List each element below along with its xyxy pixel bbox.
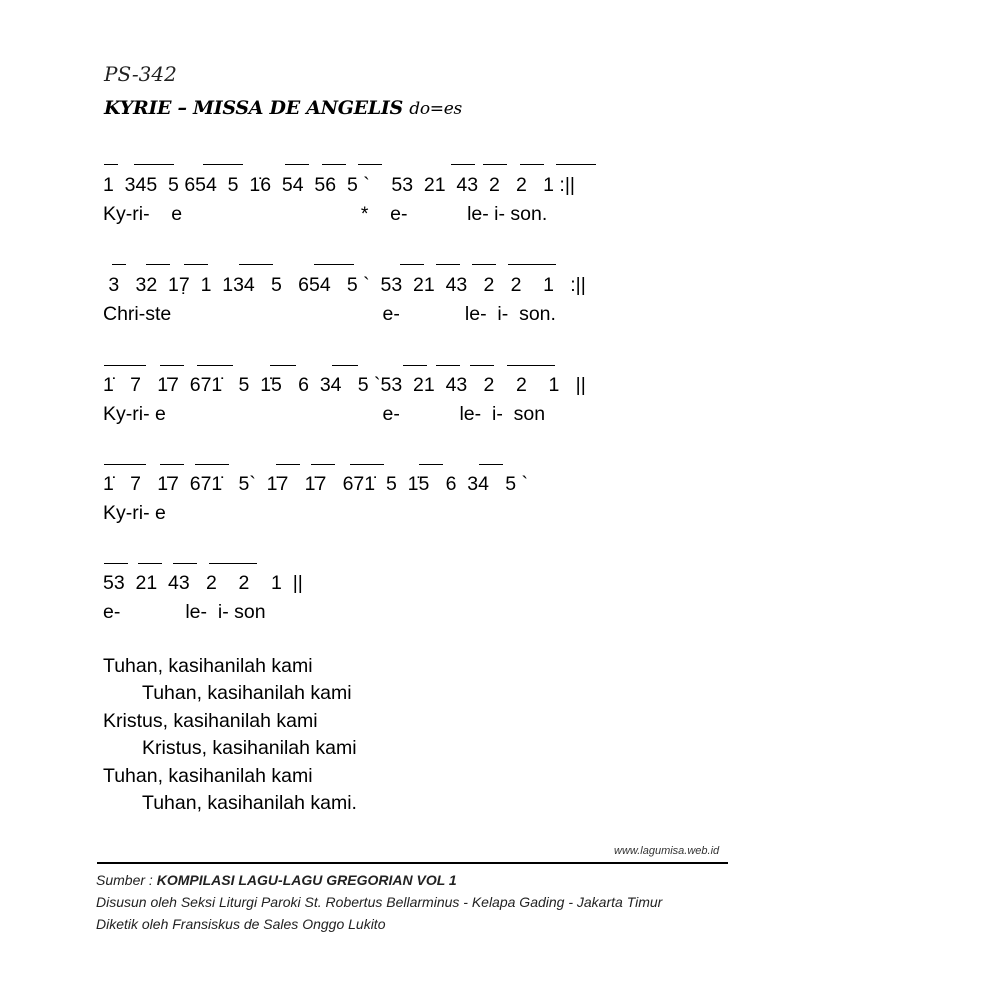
overline-mark xyxy=(173,563,197,564)
overline-mark xyxy=(350,464,384,465)
notation-line-5: 53 21 43 2 2 1 || xyxy=(103,572,303,594)
overline-mark xyxy=(184,264,208,265)
overline-mark xyxy=(270,365,296,366)
overline-mark xyxy=(239,264,273,265)
overline-mark xyxy=(104,164,118,165)
source-title: KOMPILASI LAGU-LAGU GREGORIAN VOL 1 xyxy=(156,872,457,888)
overline-mark xyxy=(322,164,346,165)
source-line xyxy=(96,872,457,888)
overline-mark xyxy=(146,264,170,265)
source-prefix: Sumber : xyxy=(96,872,157,888)
notation-line-3: 1̇ 7 1̇7 671̇ 5 1̇5 6 34 5 `53 21 43 2 2 1 || xyxy=(103,374,586,396)
overline-mark xyxy=(203,164,243,165)
overline-mark xyxy=(508,264,556,265)
overline-mark xyxy=(195,464,229,465)
lyrics-line-1: Ky-ri- e * e- le- i- son. xyxy=(103,203,548,225)
lyrics-line-2: Chri-ste e- le- i- son. xyxy=(103,303,556,325)
verse-line: Tuhan, kasihanilah kami xyxy=(142,682,352,704)
website-label: www.lagumisa.web.id xyxy=(614,845,720,857)
notation-line-2: 3 32 17̣ 1 134 5 654 5 ` 53 21 43 2 2 1 :|| xyxy=(103,274,586,296)
overline-mark xyxy=(197,365,233,366)
overline-mark xyxy=(311,464,335,465)
typed-by: Diketik oleh Fransiskus de Sales Onggo Lukito xyxy=(96,916,386,932)
overline-mark xyxy=(104,563,128,564)
overline-mark xyxy=(403,365,427,366)
overline-mark xyxy=(134,164,174,165)
overline-mark xyxy=(520,164,544,165)
verse-line: Kristus, kasihanilah kami xyxy=(142,737,357,759)
verse-line: Kristus, kasihanilah kami xyxy=(103,710,318,732)
overline-mark xyxy=(451,164,475,165)
overline-mark xyxy=(436,365,460,366)
overline-mark xyxy=(160,464,184,465)
overline-mark xyxy=(472,264,496,265)
overline-mark xyxy=(358,164,382,165)
overline-mark xyxy=(285,164,309,165)
overline-mark xyxy=(314,264,354,265)
overline-mark xyxy=(556,164,596,165)
song-title-text: KYRIE – MISSA DE ANGELIS xyxy=(104,97,403,119)
lyrics-line-4: Ky-ri- e xyxy=(103,502,166,524)
overline-mark xyxy=(332,365,358,366)
song-title xyxy=(104,97,462,119)
song-code: PS-342 xyxy=(104,62,177,86)
compiled-by: Disusun oleh Seksi Liturgi Paroki St. Robertus Bellarminus - Kelapa Gading - Jakarta Timur xyxy=(96,894,663,910)
verse-line: Tuhan, kasihanilah kami xyxy=(103,765,313,787)
overline-mark xyxy=(138,563,162,564)
song-key: do=es xyxy=(409,99,462,119)
notation-line-1: 1 345 5 654 5 1̇6 54 56 5 ` 53 21 43 2 2 1 :|| xyxy=(103,174,575,196)
footer-divider xyxy=(97,862,728,864)
verse-line: Tuhan, kasihanilah kami xyxy=(103,655,313,677)
overline-mark xyxy=(104,464,146,465)
overline-mark xyxy=(419,464,443,465)
verse-line: Tuhan, kasihanilah kami. xyxy=(142,792,357,814)
overline-mark xyxy=(507,365,555,366)
overline-mark xyxy=(436,264,460,265)
overline-mark xyxy=(112,264,126,265)
overline-mark xyxy=(160,365,184,366)
notation-line-4: 1̇ 7 1̇7 671̇ 5` 1̇7 1̇7 671̇ 5 1̇5 6 34 5 ` xyxy=(103,473,528,495)
lyrics-line-5: e- le- i- son xyxy=(103,601,266,623)
overline-mark xyxy=(479,464,503,465)
lyrics-line-3: Ky-ri- e e- le- i- son xyxy=(103,403,546,425)
overline-mark xyxy=(483,164,507,165)
overline-mark xyxy=(209,563,257,564)
overline-mark xyxy=(400,264,424,265)
overline-mark xyxy=(104,365,146,366)
overline-mark xyxy=(276,464,300,465)
overline-mark xyxy=(470,365,494,366)
